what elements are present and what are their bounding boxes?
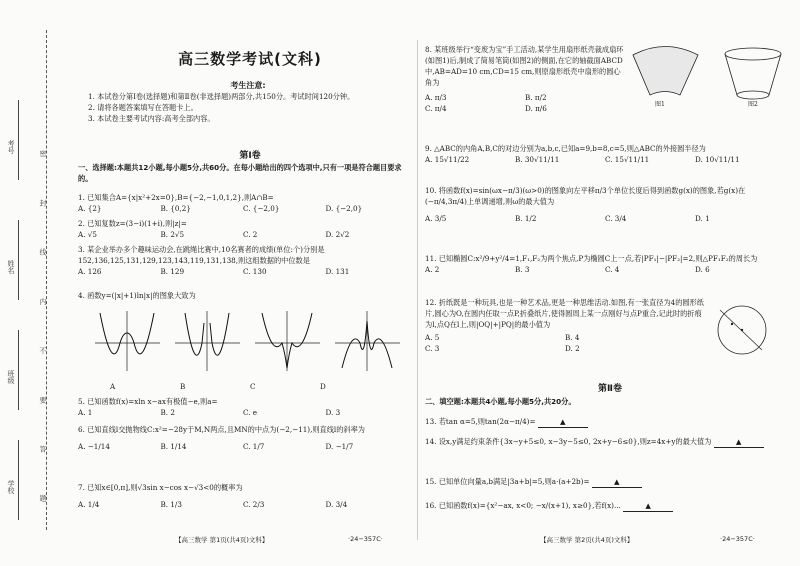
option: B. 30√11/11 <box>515 155 560 164</box>
question-stem: 2. 已知复数z=(3−i)(1+i),则|z|= <box>78 219 187 228</box>
exam-title: 高三数学考试(文科) <box>178 50 322 68</box>
answer-blank[interactable]: ▲ <box>592 476 642 488</box>
option: D. 2 <box>565 344 580 353</box>
question-7 <box>78 482 408 510</box>
option: D. π/6 <box>525 104 547 113</box>
option: B. 2√5 <box>160 230 185 239</box>
question-9 <box>425 143 785 165</box>
option: C. 4 <box>605 265 620 274</box>
option: D. 10√11/11 <box>695 155 740 164</box>
binding-margin <box>0 0 62 566</box>
footer-right-center: 【高三数学 第2页(共4页)文科】 <box>540 536 634 544</box>
option: B. 2 <box>160 408 175 417</box>
option: C. 2 <box>243 230 258 239</box>
answer-blank[interactable]: ▲ <box>714 436 764 448</box>
option: B. π/2 <box>525 93 547 102</box>
notice-item: 2. 请将各题答案填写在答题卡上。 <box>88 103 198 112</box>
option: C. 3/4 <box>605 214 627 223</box>
graph-a <box>95 311 160 371</box>
class-line <box>18 330 19 410</box>
question-stem: 11. 已知椭圆C:x²/9+y²/4=1,F₁,F₂为两个焦点,P为椭圆C上一点,若|PF₁|−|PF₂|=2,则△PF₁F₂的周长为 <box>425 254 758 263</box>
school-line <box>18 440 19 520</box>
question-14 <box>425 436 785 448</box>
option: D. 1 <box>695 214 710 223</box>
section1-instructions: 一、选择题:本题共12小题,每小题5分,共60分。在每小题给出的四个选项中,只有一项是符合题目要求的。 <box>78 163 402 183</box>
answer-blank[interactable]: ▲ <box>623 500 673 512</box>
option: B. 129 <box>160 267 185 276</box>
option: B. 1/3 <box>160 500 182 509</box>
option: A. 15√11/22 <box>425 155 470 164</box>
option: A. {2} <box>78 204 102 213</box>
option: C. 3 <box>425 344 440 353</box>
question-stem: 12. 折纸既是一种玩具,也是一种艺术品,更是一种思维活动.如图,有一张直径为4的圆形纸片,圆心为O,在圆内任取一点P,折叠纸片,使得圆周上某一点刚好与点P重合,记此时的折痕为l,点Q在l上,则|OQ|+|PQ|的最小值为 <box>425 298 704 329</box>
option: C. 2/3 <box>243 500 265 509</box>
option: C <box>250 382 256 391</box>
name-line <box>18 220 19 300</box>
option: D. 3/4 <box>325 500 348 509</box>
option: D. −1/7 <box>325 442 354 451</box>
question-stem: 6. 已知直线l交抛物线C:x²=−28y于M,N两点,且MN的中点为(−2,−11),则直线l的斜率为 <box>78 425 365 434</box>
notice-item: 1. 本试卷分第Ⅰ卷(选择题)和第Ⅱ卷(非选择题)两部分,共150分。考试时间120分钟。 <box>88 92 355 101</box>
question-stem: 13. 若tan α=5,则tan(2α−π/4)= <box>425 417 536 426</box>
option: D. 131 <box>325 267 350 276</box>
figure-2-caption: 图2 <box>748 101 758 108</box>
q4-graphs <box>90 303 400 383</box>
question-stem: 7. 已知x∈[0,π],则√3sin x−cos x−√3<0的概率为 <box>78 483 243 492</box>
school-label: 学校 <box>7 480 15 494</box>
part2-heading: 第Ⅱ卷 <box>598 384 622 394</box>
question-stem: 3. 某企业举办多个趣味运动会,在跳绳比赛中,10名赛者的成绩(单位:个)分别是152,136,125,131,129,123,143,119,131,138,则这组数据的中位数是 <box>78 245 325 265</box>
q4-labels <box>110 381 390 392</box>
option: A. 5 <box>425 333 440 342</box>
notice-item: 3. 本试卷主要考试内容:高考全部内容。 <box>88 114 215 123</box>
option: B. 1/14 <box>160 442 187 451</box>
exam-number-label: 考号 <box>7 140 15 154</box>
graph-b <box>175 311 240 371</box>
option: D. 6 <box>695 265 710 274</box>
option: A. π/3 <box>425 93 447 102</box>
page-divider <box>417 40 418 540</box>
question-stem: 9. △ABC的内角A,B,C的对边分别为a,b,c,已知a=9,b=8,c=5,则△ABC的外接圆半径为 <box>425 144 706 153</box>
question-5 <box>78 396 408 418</box>
option: C. 1/7 <box>243 442 265 451</box>
graph-d <box>335 311 400 371</box>
question-15 <box>425 476 785 488</box>
q8-figures <box>628 40 793 115</box>
option: C. e <box>243 408 258 417</box>
option: A. 2 <box>425 265 440 274</box>
option: A. 126 <box>78 267 102 276</box>
option: D. 2√2 <box>325 230 350 239</box>
option: B. 4 <box>565 333 580 342</box>
graph-c <box>255 311 320 371</box>
option: C. {−2,0} <box>243 204 280 213</box>
class-label: 班级 <box>7 370 15 384</box>
figure-1-caption: 图1 <box>655 101 665 108</box>
question-12 <box>425 297 705 354</box>
option: B. {0,2} <box>160 204 191 213</box>
footer-left-code: ·24−357C· <box>348 535 383 543</box>
question-11 <box>425 253 785 275</box>
notice-heading: 考生注意: <box>230 81 266 90</box>
question-stem: 16. 已知函数f(x)={x²−ax, x<0; −x/(x+1), x≥0},若f(x)... <box>425 501 621 510</box>
question-stem: 1. 已知集合A={x|x²+2x=0},B={−2,−1,0,1,2},则A∩B= <box>78 193 274 202</box>
option: C. 15√11/11 <box>605 155 650 164</box>
question-8 <box>425 44 625 114</box>
option: D <box>320 382 326 391</box>
option: A. −1/14 <box>78 442 110 451</box>
question-stem: 4. 函数y=(|x|+1)ln|x|的图象大致为 <box>78 291 196 300</box>
answer-blank[interactable]: ▲ <box>538 416 588 428</box>
question-3 <box>78 244 408 277</box>
question-6 <box>78 424 408 452</box>
footer-right-code: ·24−357C· <box>720 535 755 543</box>
exam-number-line <box>18 100 19 180</box>
part1-heading: 第Ⅰ卷 <box>239 151 261 161</box>
question-stem: 15. 已知单位向量a,b满足|3a+b|=5,则a·(a+2b)= <box>425 477 590 486</box>
option: A. 1/4 <box>78 500 100 509</box>
question-13 <box>425 416 785 428</box>
seal-text: 密 封 线 内 不 要 答 题 <box>39 150 47 522</box>
option: D. 3 <box>325 408 341 417</box>
option: A. 3/5 <box>425 214 447 223</box>
option: C. π/4 <box>425 104 447 113</box>
question-stem: 5. 已知函数f(x)=xln x−ax有极值−e,则a= <box>78 397 218 406</box>
q12-circle-figure <box>712 300 772 360</box>
option: A <box>110 382 116 391</box>
question-16 <box>425 500 785 512</box>
figure-1-fan <box>633 47 698 96</box>
option: D. {−2,0} <box>325 204 363 213</box>
option: B. 1/2 <box>515 214 537 223</box>
question-4 <box>78 290 408 301</box>
figure-2-cup <box>725 48 781 99</box>
option: B <box>180 382 186 391</box>
option: C. 130 <box>243 267 267 276</box>
question-2 <box>78 218 408 240</box>
question-1 <box>78 192 408 214</box>
option: A. 1 <box>78 408 93 417</box>
notice-block <box>88 80 408 124</box>
footer-left-center: 【高三数学 第1页(共4页)文科】 <box>175 536 269 544</box>
question-stem: 8. 某班级举行“变废为宝”手工活动,某学生用扇形纸壳裁成扇环(如图1)后,制成了简易笔筒(如图2)的侧面,在它的轴截面ABCD中,AB=AD=10 cm,CD=15 cm,则原扇形纸壳中扇形的圆心角为 <box>425 45 624 87</box>
option: B. 3 <box>515 265 530 274</box>
question-10 <box>425 185 785 224</box>
question-stem: 14. 设x,y满足约束条件{3x−y+5≤0, x−3y−5≤0, 2x+y−6≤0},则z=4x+y的最大值为 <box>425 437 712 446</box>
section2-instructions: 二、填空题:本题共4小题,每小题5分,共20分。 <box>425 397 576 406</box>
question-stem: 10. 将函数f(x)=sin(ωx−π/3)(ω>0)的图象向左平移π/3个单位长度后得到函数g(x)的图象,若g(x)在(−π/4,3π/4)上单调递增,则ω的最大值为 <box>425 186 746 206</box>
name-label: 姓名 <box>7 260 15 274</box>
option: A. √5 <box>78 230 97 239</box>
